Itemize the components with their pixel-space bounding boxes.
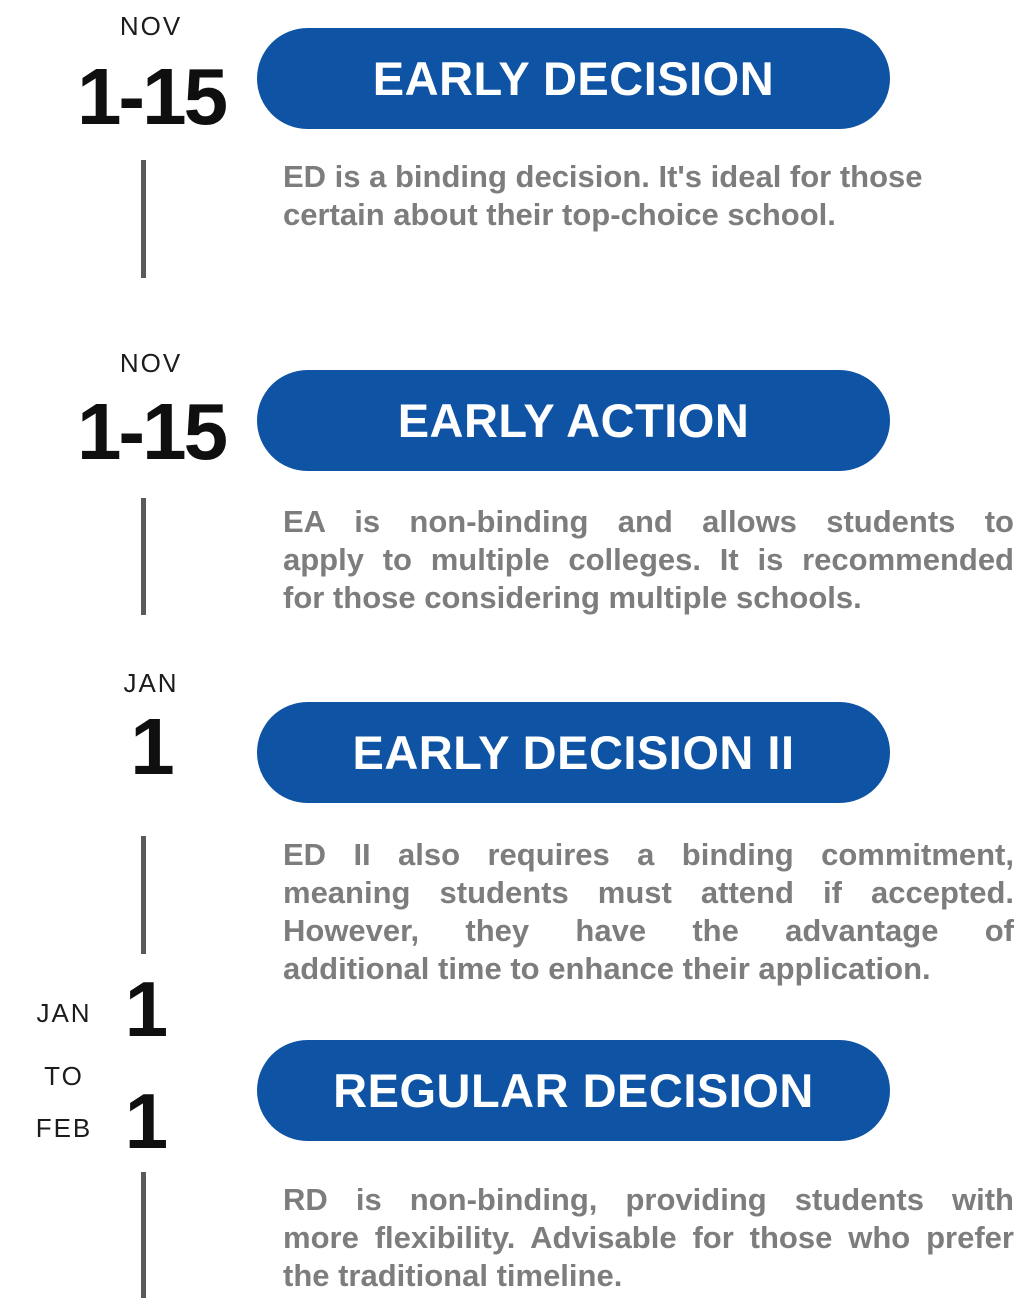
pill-title: EARLY DECISION II (352, 726, 795, 779)
description-line: meaning students must attend if accepted. (283, 875, 1014, 910)
description-line: RD is non-binding, providing students with (283, 1182, 1014, 1217)
entry-date-number: 1-15 (76, 52, 226, 141)
entry-date-number: 1-15 (76, 387, 226, 476)
entry-description (283, 158, 1014, 234)
entry-date-number: 1 (130, 702, 172, 791)
early-decision-pill (257, 28, 890, 129)
range-end-month-label: FEB (35, 1113, 93, 1143)
timeline-tick (141, 836, 146, 954)
pill-title: EARLY ACTION (397, 394, 750, 447)
early-decision-ii-pill (257, 702, 890, 803)
entry-description (283, 836, 1014, 988)
description-line: ED is a binding decision. It's ideal for those (283, 159, 923, 194)
entry-month-label: NOV (119, 11, 183, 41)
range-connector-label: TO (44, 1061, 84, 1091)
description-line: certain about their top-choice school. (283, 197, 836, 232)
timeline-tick (141, 160, 146, 278)
pill-title: EARLY DECISION (372, 52, 775, 105)
entry-description (283, 1181, 1014, 1295)
early-action-pill (257, 370, 890, 471)
timeline-tick (141, 498, 146, 615)
entry-month-label: JAN (123, 668, 179, 698)
range-start-month-label: JAN (36, 998, 92, 1028)
description-line: ED II also requires a binding commitment, (283, 837, 1014, 872)
entry-description (283, 503, 1014, 617)
description-line: more flexibility. Advisable for those who prefer (283, 1220, 1014, 1255)
description-line: However, they have the advantage of (283, 913, 1014, 948)
pill-title: REGULAR DECISION (333, 1064, 814, 1117)
description-line: the traditional timeline. (283, 1258, 623, 1293)
description-line: apply to multiple colleges. It is recommended (283, 542, 1014, 577)
description-line: for those considering multiple schools. (283, 580, 862, 615)
regular-decision-pill (257, 1040, 890, 1141)
timeline-tick (141, 1172, 146, 1298)
entry-month-label: NOV (119, 348, 183, 378)
range-start-day-number: 1 (124, 965, 166, 1053)
range-end-day-number: 1 (124, 1077, 166, 1165)
description-line: additional time to enhance their application. (283, 951, 931, 986)
description-line: EA is non-binding and allows students to (283, 504, 1014, 539)
